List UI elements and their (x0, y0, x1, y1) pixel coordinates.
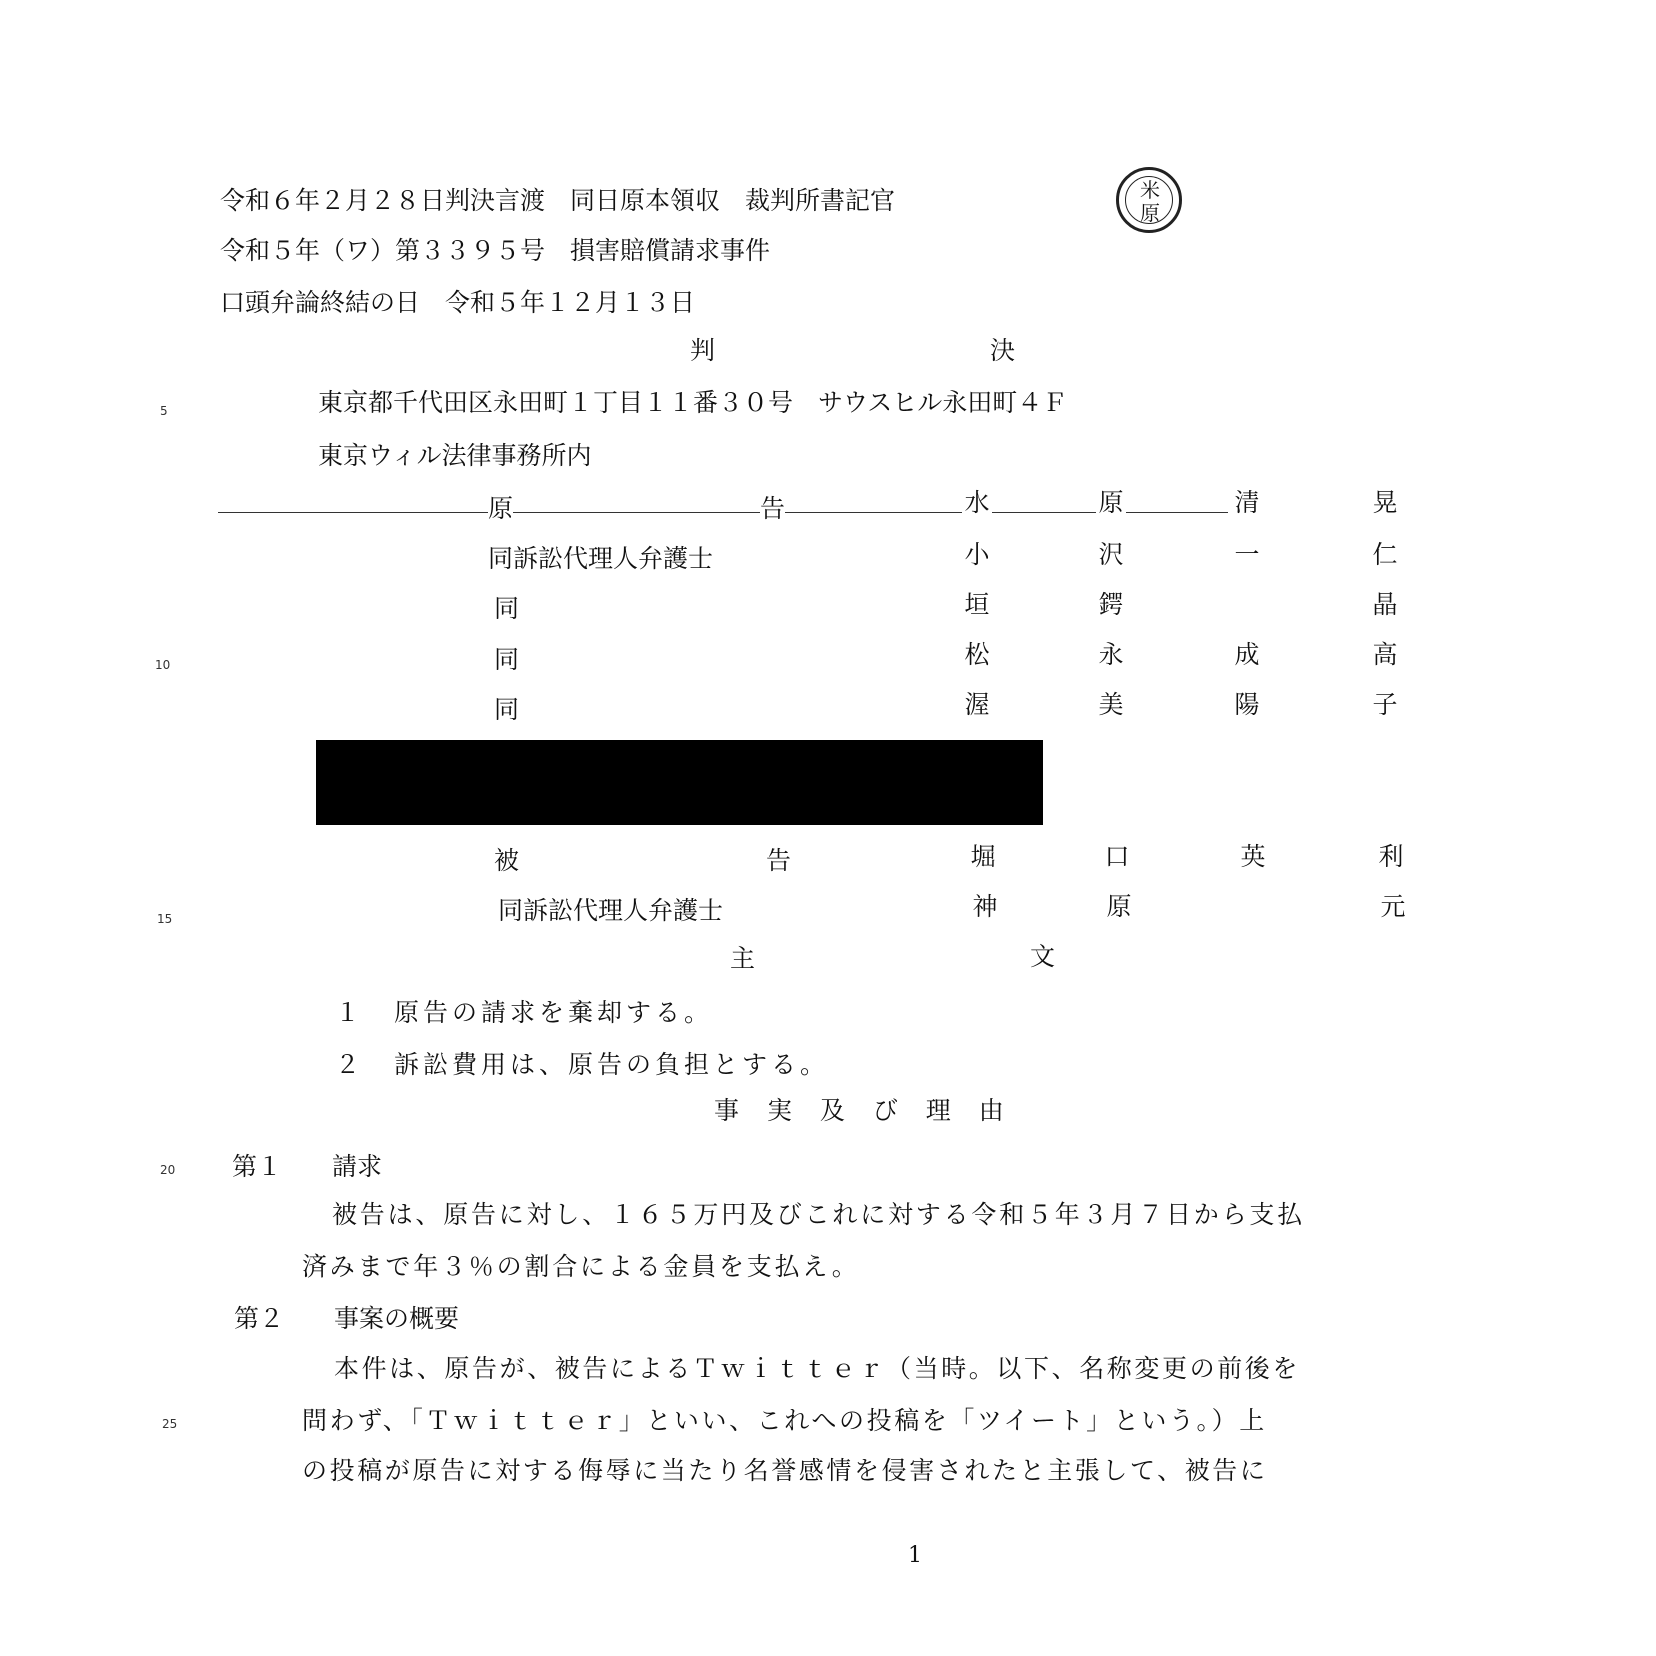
line-number-10: 10 (155, 658, 171, 672)
section-2-title: 事案の概要 (334, 1304, 460, 1333)
section-2-para-line-1: 本件は、原告が、被告によるＴｗｉｔｔｅｒ（当時。以下、名称変更の前後を (334, 1354, 1301, 1383)
party-role-same: 同 (494, 594, 520, 623)
party-name-char: 渥 (964, 690, 990, 719)
plaintiff-rule (218, 512, 1228, 513)
party-role-attorney: 同訴訟代理人弁護士 (498, 896, 724, 925)
party-role-defendant-b: 告 (766, 846, 792, 875)
party-role-plaintiff-a: 原 (488, 494, 514, 523)
party-name-char: 堀 (970, 842, 996, 871)
section-1-para-line-2: 済みまで年３％の割合による金員を支払え。 (302, 1252, 860, 1281)
line-number-20: 20 (160, 1163, 176, 1177)
party-name-char: 松 (964, 640, 990, 669)
page-number: 1 (908, 1543, 922, 1568)
party-name-char: 一 (1234, 540, 1260, 569)
section-2-number: 第２ (234, 1304, 285, 1333)
party-name-char: 垣 (964, 590, 990, 619)
shubun-item-1-number: １ (335, 998, 361, 1027)
party-name-char: 原 (1096, 490, 1126, 515)
header-line-3: 口頭弁論終結の日 令和５年１２月１３日 (220, 288, 696, 317)
address-line-1: 東京都千代田区永田町１丁目１１番３０号 サウスヒル永田町４Ｆ (318, 388, 1068, 417)
header-line-2: 令和５年（ワ）第３３９５号 損害賠償請求事件 (220, 236, 771, 265)
party-name-char: 成 (1234, 640, 1260, 669)
party-name-char: 永 (1098, 640, 1124, 669)
redaction-block (316, 740, 1043, 825)
shubun-heading-a: 主 (730, 944, 756, 973)
party-role-attorney: 同訴訟代理人弁護士 (488, 544, 714, 573)
line-number-25: 25 (162, 1417, 178, 1431)
clerk-seal-stamp (1116, 167, 1182, 233)
party-role-same: 同 (494, 695, 520, 724)
section-1-para-line-1: 被告は、原告に対し、１６５万円及びこれに対する令和５年３月７日から支払 (332, 1200, 1306, 1229)
party-name-char: 仁 (1372, 540, 1398, 569)
section-2-para-line-3: の投稿が原告に対する侮辱に当たり名誉感情を侵害されたと主張して、被告に (302, 1456, 1268, 1485)
title-char-2: 決 (990, 336, 1016, 365)
party-name-char: 利 (1378, 842, 1404, 871)
section-1-number: 第１ (232, 1152, 283, 1181)
party-name-char: 原 (1106, 892, 1132, 921)
party-role-plaintiff-b: 告 (760, 494, 786, 523)
party-role-defendant-a: 被 (494, 846, 520, 875)
shubun-item-2: 訴訟費用は、原告の負担とする。 (394, 1050, 830, 1079)
stamp-char-top: 米 (1140, 178, 1160, 202)
party-name-char: 陽 (1234, 690, 1260, 719)
section-1-title: 請求 (332, 1152, 383, 1181)
party-role-same: 同 (494, 645, 520, 674)
party-name-char: 晃 (1372, 488, 1398, 517)
stamp-char-bottom: 原 (1140, 201, 1160, 225)
party-name-char: 美 (1098, 690, 1124, 719)
shubun-heading-b: 文 (1030, 942, 1056, 971)
party-name-char: 小 (964, 540, 990, 569)
address-line-2: 東京ウィル法律事務所内 (318, 441, 592, 470)
party-name-char: 清 (1234, 488, 1260, 517)
party-name-char: 元 (1380, 892, 1406, 921)
party-name-char: 英 (1240, 842, 1266, 871)
party-name-char: 鍔 (1098, 590, 1124, 619)
header-line-1: 令和６年２月２８日判決言渡 同日原本領収 裁判所書記官 (220, 186, 896, 215)
party-name-char: 沢 (1098, 540, 1124, 569)
line-number-15: 15 (157, 912, 173, 926)
section-2-para-line-2: 問わず、「Ｔｗｉｔｔｅｒ」といい、これへの投稿を「ツイート」という。）上 (302, 1406, 1267, 1435)
party-name-char: 晶 (1372, 590, 1398, 619)
party-name-char: 水 (962, 490, 992, 515)
reasons-heading: 事 実 及 び 理 由 (714, 1096, 1014, 1125)
shubun-item-2-number: ２ (335, 1050, 361, 1079)
line-number-5: 5 (160, 404, 168, 418)
party-name-char: 神 (972, 892, 998, 921)
party-name-char: 高 (1372, 640, 1398, 669)
shubun-item-1: 原告の請求を棄却する。 (394, 998, 714, 1027)
party-name-char: 子 (1372, 690, 1398, 719)
party-name-char: 口 (1104, 842, 1130, 871)
title-char-1: 判 (690, 336, 716, 365)
